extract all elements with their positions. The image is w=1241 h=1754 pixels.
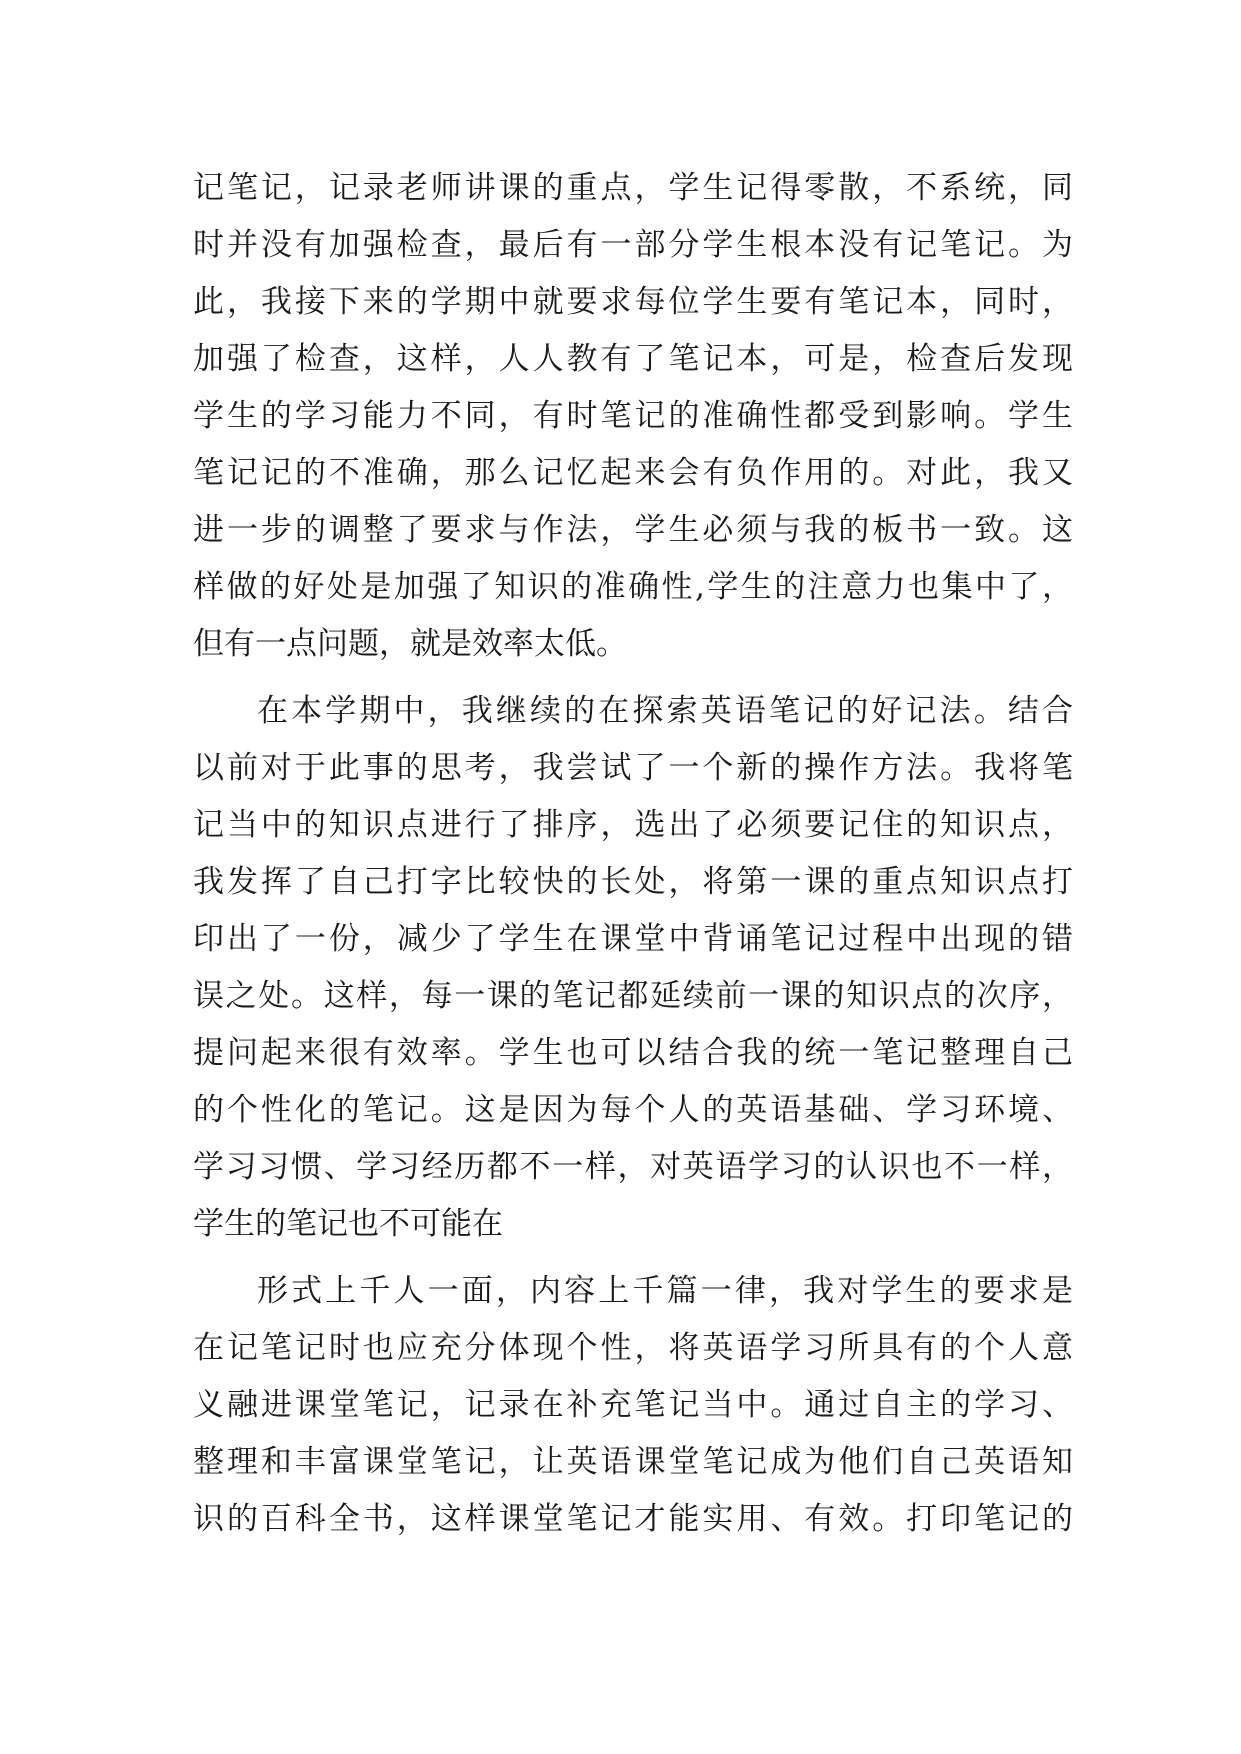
text-line: 提问起来很有效率。学生也可以结合我的统一笔记整理自己 xyxy=(193,1035,1073,1071)
text-line: 整理和丰富课堂笔记，让英语课堂笔记成为他们自己英语知 xyxy=(193,1444,1073,1480)
text-line: 记当中的知识点进行了排序，选出了必须要记住的知识点， xyxy=(193,807,1073,843)
paragraph-gap xyxy=(193,673,1073,683)
text-line: 在记笔记时也应充分体现个性，将英语学习所具有的个人意 xyxy=(193,1330,1073,1366)
text-line: 记笔记，记录老师讲课的重点，学生记得零散，不系统，同 xyxy=(193,170,1073,206)
text-line: 样做的好处是加强了知识的准确性,学生的注意力也集中了， xyxy=(193,569,1073,605)
text-line: 学生的学习能力不同，有时笔记的准确性都受到影响。学生 xyxy=(193,398,1073,434)
text-line: 我发挥了自己打字比较快的长处，将第一课的重点知识点打 xyxy=(193,864,1073,900)
paragraph-1 xyxy=(193,160,1073,673)
text-line: 在本学期中，我继续的在探索英语笔记的好记法。结合 xyxy=(257,693,1073,729)
text-line: 学习习惯、学习经历都不一样，对英语学习的认识也不一样， xyxy=(193,1149,1073,1185)
text-line: 印出了一份，减少了学生在课堂中背诵笔记过程中出现的错 xyxy=(193,921,1073,957)
text-line: 以前对于此事的思考，我尝试了一个新的操作方法。我将笔 xyxy=(193,750,1073,786)
paragraph-3 xyxy=(193,1263,1073,1548)
text-line: 误之处。这样，每一课的笔记都延续前一课的知识点的次序， xyxy=(193,978,1073,1014)
text-line: 笔记记的不准确，那么记忆起来会有负作用的。对此，我又 xyxy=(193,455,1073,491)
text-line: 识的百科全书，这样课堂笔记才能实用、有效。打印笔记的 xyxy=(193,1501,1073,1537)
document-body xyxy=(193,160,1073,1548)
text-line: 的个性化的笔记。这是因为每个人的英语基础、学习环境、 xyxy=(193,1092,1073,1128)
text-line: 义融进课堂笔记，记录在补充笔记当中。通过自主的学习、 xyxy=(193,1387,1073,1423)
text-line: 时并没有加强检查，最后有一部分学生根本没有记笔记。为 xyxy=(193,227,1073,263)
paragraph-2 xyxy=(193,683,1073,1253)
text-line: 形式上千人一面，内容上千篇一律，我对学生的要求是 xyxy=(257,1273,1073,1309)
text-line: 但有一点问题，就是效率太低。 xyxy=(193,626,627,662)
paragraph-gap xyxy=(193,1253,1073,1263)
text-line: 加强了检查，这样，人人教有了笔记本，可是，检查后发现 xyxy=(193,341,1073,377)
text-line: 此，我接下来的学期中就要求每位学生要有笔记本，同时， xyxy=(193,284,1073,320)
text-line: 进一步的调整了要求与作法，学生必须与我的板书一致。这 xyxy=(193,512,1073,548)
text-line: 学生的笔记也不可能在 xyxy=(193,1206,503,1242)
